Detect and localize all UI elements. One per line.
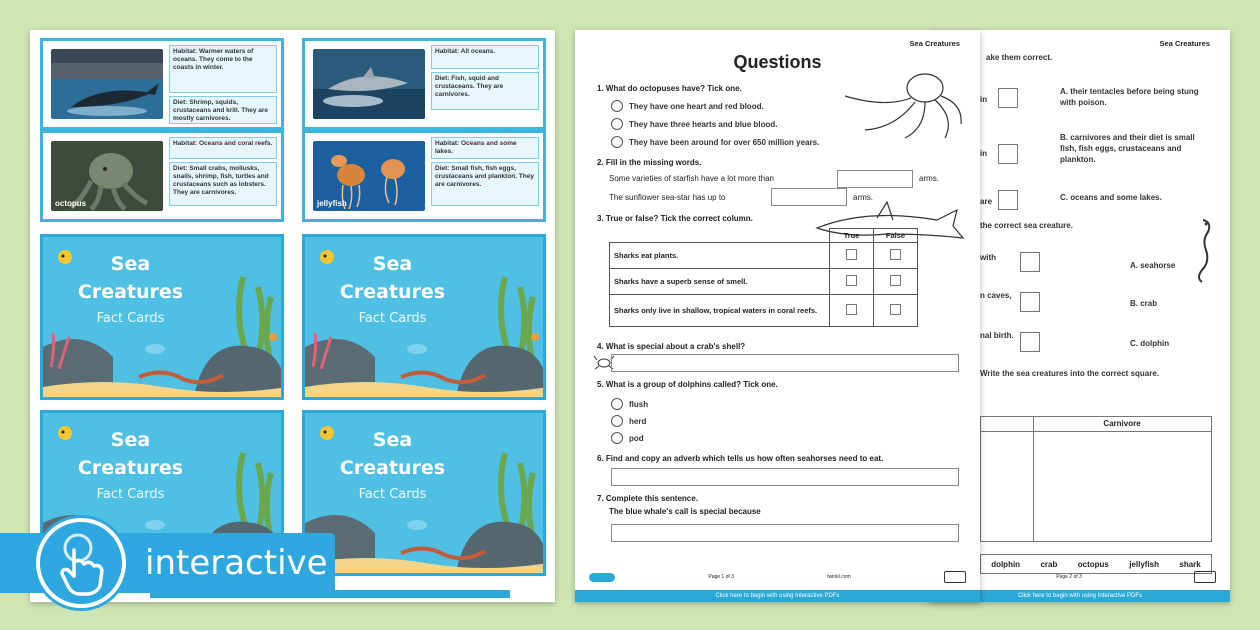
fact-card-octopus bbox=[40, 130, 284, 222]
option-c: C. oceans and some lakes. bbox=[1060, 193, 1162, 202]
cover-title-line1: Sea bbox=[110, 253, 151, 275]
page-footer[interactable]: Click here to begin with using Interactive PDFs bbox=[575, 590, 980, 602]
instruction-fragment: ake them correct. bbox=[986, 53, 1053, 62]
badge-label: interactive bbox=[145, 543, 328, 583]
question-7: 7. Complete this sentence. bbox=[597, 494, 698, 503]
photo-label: jellyfish bbox=[317, 199, 347, 208]
footer-site: twinkl.com bbox=[827, 574, 851, 580]
answer-box[interactable] bbox=[998, 190, 1018, 210]
match-box[interactable] bbox=[1020, 332, 1040, 352]
answer-box[interactable] bbox=[998, 144, 1018, 164]
question-3: 3. True or false? Tick the correct column. bbox=[597, 214, 753, 223]
octopus-drawing-icon bbox=[825, 68, 965, 143]
cover-title-line2: Creatures bbox=[77, 457, 184, 479]
q1-option[interactable]: They have three hearts and blue blood. bbox=[611, 118, 777, 130]
sentence-fragment: in bbox=[980, 149, 988, 158]
option-a: A. their tentacles before being stung with poison. bbox=[1060, 87, 1199, 108]
false-checkbox[interactable] bbox=[890, 249, 901, 260]
sort-instruction: Write the sea creatures into the correct square. bbox=[980, 369, 1160, 378]
sort-table[interactable] bbox=[980, 416, 1212, 542]
cover-subtitle: Fact Cards bbox=[358, 311, 427, 326]
whale-photo bbox=[51, 49, 163, 119]
seahorse-icon bbox=[1188, 216, 1218, 286]
match-option: A. seahorse bbox=[1130, 261, 1176, 270]
word-bank-item[interactable]: jellyfish bbox=[1129, 559, 1160, 569]
fact-card-jellyfish bbox=[302, 130, 546, 222]
false-checkbox[interactable] bbox=[890, 304, 901, 315]
false-checkbox[interactable] bbox=[890, 275, 901, 286]
answer-box[interactable] bbox=[998, 88, 1018, 108]
question-6: 6. Find and copy an adverb which tells us how often seahorses need to eat. bbox=[597, 454, 884, 463]
q5-option[interactable]: herd bbox=[611, 415, 646, 427]
true-false-table bbox=[609, 228, 918, 327]
question-2: 2. Fill in the missing words. bbox=[597, 158, 702, 167]
cover-card bbox=[302, 410, 546, 576]
match-option: C. dolphin bbox=[1130, 339, 1170, 348]
sentence-fragment: in bbox=[980, 95, 988, 104]
q7-answer[interactable] bbox=[611, 524, 959, 542]
habitat-text: Habitat: Oceans and coral reefs. bbox=[169, 137, 277, 159]
q2-sentence-2-end: arms. bbox=[853, 193, 873, 202]
twinkl-logo-icon bbox=[589, 573, 615, 582]
cover-subtitle: Fact Cards bbox=[96, 311, 165, 326]
diet-text: Diet: Small fish, fish eggs, crustaceans and plankton. They are carnivores. bbox=[431, 162, 539, 206]
jellyfish-photo bbox=[313, 141, 425, 211]
octopus-photo bbox=[51, 141, 163, 211]
match-box[interactable] bbox=[1020, 252, 1040, 272]
q1-option[interactable]: They have been around for over 650 million years. bbox=[611, 136, 819, 148]
fact-cards-sheet bbox=[30, 30, 555, 602]
page-footer[interactable]: Click here to begin with using Interactive PDFs bbox=[930, 590, 1230, 602]
option-b: B. carnivores and their diet is small fish, fish eggs, crustaceans and plankton. bbox=[1060, 133, 1195, 165]
tf-statement: Sharks only live in shallow, tropical waters in coral reefs. bbox=[610, 295, 830, 327]
match-fragment: with bbox=[980, 253, 996, 262]
q1-option[interactable]: They have one heart and red blood. bbox=[611, 100, 764, 112]
word-bank-item[interactable]: dolphin bbox=[991, 559, 1021, 569]
diet-text: Diet: Shrimp, squids, crustaceans and krill. They are mostly carnivores. bbox=[169, 96, 277, 124]
cover-card bbox=[40, 234, 284, 400]
match-fragment: n caves, bbox=[980, 291, 1012, 300]
cover-title-line2: Creatures bbox=[339, 281, 446, 303]
page-number: Page 2 of 3 bbox=[1056, 574, 1082, 580]
page-header: Sea Creatures bbox=[1159, 39, 1210, 48]
school-logo-icon bbox=[944, 571, 966, 583]
tf-statement: Sharks have a superb sense of smell. bbox=[610, 269, 830, 295]
carnivore-header: Carnivore bbox=[1103, 419, 1141, 428]
page-header: Sea Creatures bbox=[909, 39, 960, 48]
hand-pointer-icon bbox=[36, 518, 126, 608]
sentence-fragment: are bbox=[980, 197, 993, 206]
cover-subtitle: Fact Cards bbox=[358, 487, 427, 502]
q5-option[interactable]: flush bbox=[611, 398, 648, 410]
school-logo-icon bbox=[1194, 571, 1216, 583]
true-checkbox[interactable] bbox=[846, 304, 857, 315]
q2-sentence-2: The sunflower sea-star has up to bbox=[609, 193, 726, 202]
diet-text: Diet: Small crabs, mollusks, snails, shrimp, fish, turtles and crustaceans such as lobsters. They are carnivores. bbox=[169, 162, 277, 206]
dolphin-photo bbox=[313, 49, 425, 119]
q2-sentence-1-end: arms. bbox=[919, 174, 939, 183]
true-checkbox[interactable] bbox=[846, 249, 857, 260]
fact-card-whale bbox=[40, 38, 284, 130]
cover-title-line2: Creatures bbox=[77, 281, 184, 303]
word-bank-item[interactable]: octopus bbox=[1077, 559, 1109, 569]
worksheet-title: Questions bbox=[733, 52, 822, 72]
photo-label: octopus bbox=[55, 199, 87, 208]
q4-answer[interactable] bbox=[611, 354, 959, 372]
q2-answer-1[interactable] bbox=[837, 170, 913, 188]
fact-card-dolphin bbox=[302, 38, 546, 130]
page-number: Page 1 of 3 bbox=[708, 574, 734, 580]
word-bank-item[interactable]: crab bbox=[1040, 559, 1058, 569]
question-1: 1. What do octopuses have? Tick one. bbox=[597, 84, 742, 93]
habitat-text: Habitat: Warmer waters of oceans. They come to the coasts in winter. bbox=[169, 45, 277, 93]
true-header: True bbox=[830, 229, 874, 243]
habitat-text: Habitat: Oceans and some lakes. bbox=[431, 137, 539, 159]
cover-title-line1: Sea bbox=[372, 429, 413, 451]
cover-title-line2: Creatures bbox=[339, 457, 446, 479]
q6-answer[interactable] bbox=[611, 468, 959, 486]
habitat-text: Habitat: All oceans. bbox=[431, 45, 539, 69]
match-box[interactable] bbox=[1020, 292, 1040, 312]
question-4: 4. What is special about a crab's shell? bbox=[597, 342, 746, 351]
false-header: False bbox=[874, 229, 918, 243]
cover-card bbox=[302, 234, 546, 400]
word-bank-item[interactable]: shark bbox=[1179, 559, 1201, 569]
q7-sentence: The blue whale's call is special because bbox=[609, 507, 761, 516]
tf-statement: Sharks eat plants. bbox=[610, 243, 830, 269]
cover-title-line1: Sea bbox=[110, 429, 151, 451]
q2-sentence-1: Some varieties of starfish have a lot more than bbox=[609, 174, 774, 183]
q5-option[interactable]: pod bbox=[611, 432, 644, 444]
true-checkbox[interactable] bbox=[846, 275, 857, 286]
match-fragment: nal birth. bbox=[980, 331, 1014, 340]
worksheet-page-1 bbox=[575, 30, 980, 602]
cover-title-line1: Sea bbox=[372, 253, 413, 275]
match-instruction: the correct sea creature. bbox=[980, 221, 1073, 230]
diet-text: Diet: Fish, squid and crustaceans. They are carnivores. bbox=[431, 72, 539, 110]
match-option: B. crab bbox=[1130, 299, 1158, 308]
cover-subtitle: Fact Cards bbox=[96, 487, 165, 502]
question-5: 5. What is a group of dolphins called? Tick one. bbox=[597, 380, 778, 389]
